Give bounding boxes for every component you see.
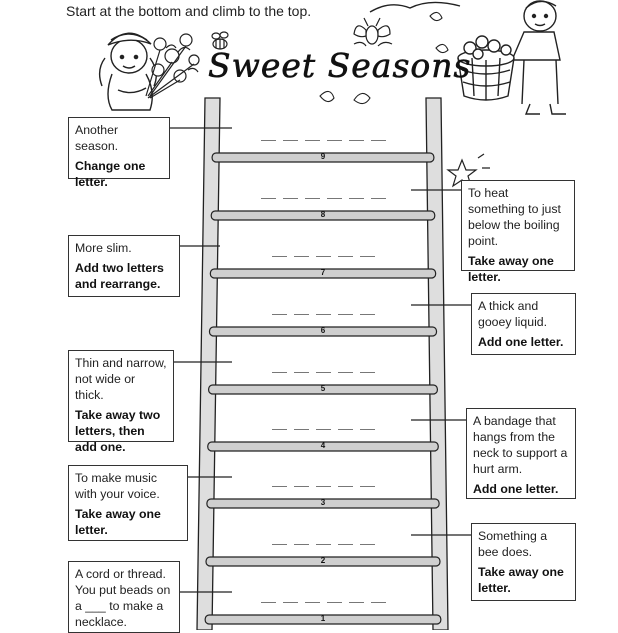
answer-blank[interactable] bbox=[371, 140, 386, 141]
clue-box-rung-6 bbox=[471, 293, 576, 355]
answer-blank[interactable] bbox=[294, 486, 309, 487]
answer-blank[interactable] bbox=[360, 486, 375, 487]
answer-blank[interactable] bbox=[349, 602, 364, 603]
answer-blank[interactable] bbox=[349, 198, 364, 199]
answer-blank[interactable] bbox=[316, 314, 331, 315]
clue-box-rung-8 bbox=[461, 180, 575, 284]
rung-number-9: 9 bbox=[320, 152, 326, 161]
clue-instruction: Add one letter. bbox=[478, 335, 564, 349]
rung-number-1: 1 bbox=[320, 614, 326, 623]
clue-box-rung-2 bbox=[471, 523, 576, 601]
clue-instruction: Take away one letter. bbox=[478, 565, 564, 595]
answer-blank[interactable] bbox=[272, 256, 287, 257]
clue-description: A bandage that hangs from the neck to support a hurt arm. bbox=[473, 414, 568, 476]
rung-number-7: 7 bbox=[320, 268, 326, 277]
answer-blank[interactable] bbox=[305, 140, 320, 141]
rung-number-4: 4 bbox=[320, 441, 326, 450]
clue-instruction: Take away one letter. bbox=[75, 507, 161, 537]
answer-blank[interactable] bbox=[316, 429, 331, 430]
rung-number-8: 8 bbox=[320, 210, 326, 219]
worksheet-title: Sweet Seasons bbox=[208, 46, 472, 85]
clue-box-rung-9 bbox=[68, 117, 170, 189]
answer-blank[interactable] bbox=[272, 314, 287, 315]
answer-blank[interactable] bbox=[294, 372, 309, 373]
clue-description: A thick and gooey liquid. bbox=[478, 299, 548, 329]
answer-blank[interactable] bbox=[272, 429, 287, 430]
answer-blank[interactable] bbox=[338, 544, 353, 545]
answer-blank[interactable] bbox=[294, 314, 309, 315]
answer-blank[interactable] bbox=[371, 602, 386, 603]
clue-box-rung-4 bbox=[466, 408, 576, 499]
clue-instruction: Add one letter. bbox=[473, 482, 559, 496]
clue-description: A cord or thread. You put beads on a ___ to make a necklace. bbox=[75, 567, 171, 629]
rung-number-2: 2 bbox=[320, 556, 326, 565]
answer-blank[interactable] bbox=[283, 140, 298, 141]
girl-with-flowers-illustration bbox=[100, 33, 199, 110]
clue-instruction: Take away two letters, then add one. bbox=[75, 408, 161, 454]
answer-blank[interactable] bbox=[327, 140, 342, 141]
answer-blank[interactable] bbox=[327, 602, 342, 603]
answer-blank[interactable] bbox=[316, 372, 331, 373]
answer-blank[interactable] bbox=[371, 198, 386, 199]
clue-box-rung-7 bbox=[68, 235, 180, 297]
clue-description: More slim. bbox=[75, 241, 132, 255]
rung-number-6: 6 bbox=[320, 326, 326, 335]
clue-box-rung-3 bbox=[68, 465, 188, 541]
answer-blank[interactable] bbox=[283, 602, 298, 603]
clue-box-rung-5 bbox=[68, 350, 174, 454]
answer-blank[interactable] bbox=[272, 544, 287, 545]
answer-blank[interactable] bbox=[261, 602, 276, 603]
ladder bbox=[197, 98, 448, 630]
answer-blank[interactable] bbox=[338, 429, 353, 430]
rung-number-5: 5 bbox=[320, 384, 326, 393]
answer-blank[interactable] bbox=[360, 544, 375, 545]
answer-blank[interactable] bbox=[338, 256, 353, 257]
clue-instruction: Change one letter. bbox=[75, 159, 146, 189]
clue-box-rung-1 bbox=[68, 561, 180, 633]
answer-blank[interactable] bbox=[283, 198, 298, 199]
bug-illustration bbox=[354, 18, 392, 46]
answer-blank[interactable] bbox=[349, 140, 364, 141]
answer-blank[interactable] bbox=[305, 602, 320, 603]
clue-instruction: Add two letters and rearrange. bbox=[75, 261, 164, 291]
answer-blank[interactable] bbox=[360, 314, 375, 315]
rung-number-3: 3 bbox=[320, 498, 326, 507]
clue-description: To make music with your voice. bbox=[75, 471, 160, 501]
answer-blank[interactable] bbox=[338, 372, 353, 373]
answer-blank[interactable] bbox=[316, 486, 331, 487]
clue-description: To heat something to just below the boiling point. bbox=[468, 186, 561, 248]
answer-blank[interactable] bbox=[272, 372, 287, 373]
answer-blank[interactable] bbox=[360, 256, 375, 257]
clue-description: Something a bee does. bbox=[478, 529, 548, 559]
answer-blank[interactable] bbox=[316, 544, 331, 545]
clue-description: Thin and narrow, not wide or thick. bbox=[75, 356, 167, 402]
answer-blank[interactable] bbox=[316, 256, 331, 257]
answer-blank[interactable] bbox=[338, 314, 353, 315]
clue-description: Another season. bbox=[75, 123, 119, 153]
answer-blank[interactable] bbox=[360, 372, 375, 373]
instructions-text: Start at the bottom and climb to the top. bbox=[66, 3, 312, 19]
answer-blank[interactable] bbox=[294, 256, 309, 257]
answer-blank[interactable] bbox=[272, 486, 287, 487]
answer-blank[interactable] bbox=[360, 429, 375, 430]
answer-blank[interactable] bbox=[294, 429, 309, 430]
clue-instruction: Take away one letter. bbox=[468, 254, 554, 284]
answer-blank[interactable] bbox=[338, 486, 353, 487]
answer-blank[interactable] bbox=[305, 198, 320, 199]
answer-blank[interactable] bbox=[327, 198, 342, 199]
answer-blank[interactable] bbox=[261, 198, 276, 199]
answer-blank[interactable] bbox=[261, 140, 276, 141]
answer-blank[interactable] bbox=[294, 544, 309, 545]
